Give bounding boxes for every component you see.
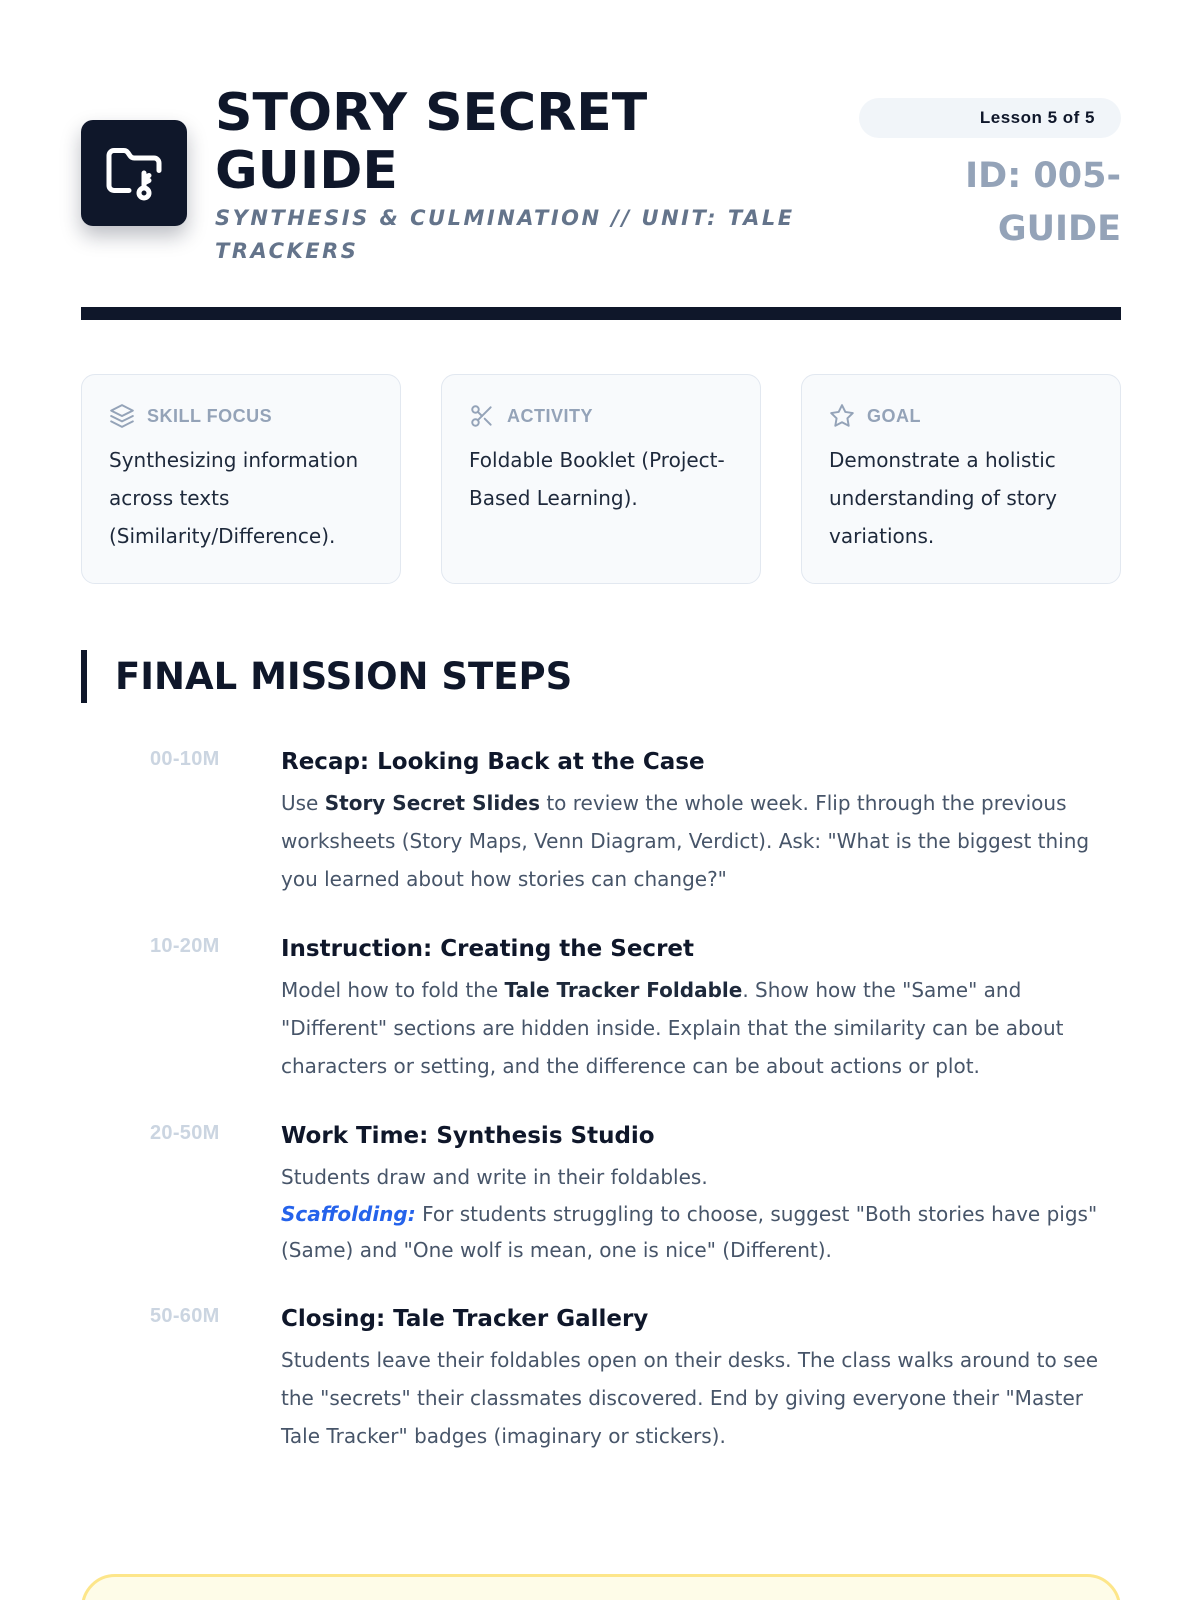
section-title: FINAL MISSION STEPS — [81, 650, 572, 703]
step-time: 10-20M — [150, 935, 220, 957]
header-divider — [81, 307, 1121, 320]
step-title: Recap: Looking Back at the Case — [281, 749, 705, 775]
mission-steps — [150, 746, 1130, 1490]
page-header — [81, 84, 1121, 284]
step-time: 20-50M — [150, 1122, 220, 1144]
scaffolding-label: Scaffolding: — [281, 1202, 416, 1226]
step-description: Use Story Secret Slides to review the whole week. Flip through the previous worksheets (Story Maps, Venn Diagram, Verdict). Ask: "What is the biggest thing you learned about how stories can change?" — [281, 791, 1090, 891]
lesson-meta — [859, 98, 1121, 256]
card-activity — [441, 374, 761, 584]
card-label: GOAL — [867, 405, 921, 426]
highlight-text: Story Secret Slides — [324, 791, 540, 815]
step-time: 50-60M — [150, 1305, 220, 1327]
lesson-badge: Lesson 5 of 5 — [859, 98, 1121, 138]
page-subtitle: SYNTHESIS & CULMINATION // UNIT: TALE TRACKERS — [215, 206, 795, 263]
scaffolding-text: For students struggling to choose, suggest "Both stories have pigs" (Same) and "One wolf is mean, one is nice" (Different). — [281, 1202, 1098, 1262]
step-time: 00-10M — [150, 748, 220, 770]
step-title: Closing: Tale Tracker Gallery — [281, 1306, 649, 1332]
highlight-text: Tale Tracker Foldable — [504, 978, 743, 1002]
step-work-time — [150, 1120, 1130, 1268]
scissors-icon — [469, 403, 495, 429]
step-instruction — [150, 933, 1130, 1085]
card-body: Demonstrate a holistic understanding of story variations. — [829, 448, 1057, 548]
step-description: Students draw and write in their foldables. Scaffolding: For students struggling to choose, suggest "Both stories have pigs" (Same) and "One wolf is mean, one is nice" (Different). — [281, 1165, 1098, 1262]
folder-key-icon — [104, 143, 164, 203]
page-title: STORY SECRET GUIDE — [215, 83, 648, 201]
card-body: Synthesizing information across texts (Similarity/Difference). — [109, 448, 359, 548]
step-closing — [150, 1303, 1130, 1455]
logo — [81, 120, 187, 226]
document-id: ID: 005-GUIDE — [965, 156, 1121, 249]
step-description: Model how to fold the Tale Tracker Foldable. Show how the "Same" and "Different" sections are hidden inside. Explain that the similarity can be about characters or setting, and the difference can be about actions or plot. — [281, 978, 1064, 1078]
step-description: Students leave their foldables open on their desks. The class walks around to see the "secrets" their classmates discovered. End by giving everyone their "Master Tale Tracker" badges (imaginary or stickers). — [281, 1348, 1099, 1448]
step-title: Work Time: Synthesis Studio — [281, 1123, 655, 1149]
layers-icon — [109, 403, 135, 429]
step-title: Instruction: Creating the Secret — [281, 936, 695, 962]
card-skill-focus — [81, 374, 401, 584]
star-icon — [829, 403, 855, 429]
card-body: Foldable Booklet (Project-Based Learning). — [469, 448, 725, 510]
step-recap — [150, 746, 1130, 898]
card-label: SKILL FOCUS — [147, 405, 273, 426]
summary-cards — [81, 374, 1121, 584]
card-goal — [801, 374, 1121, 584]
card-label: ACTIVITY — [507, 405, 594, 426]
callout-box — [81, 1574, 1121, 1600]
